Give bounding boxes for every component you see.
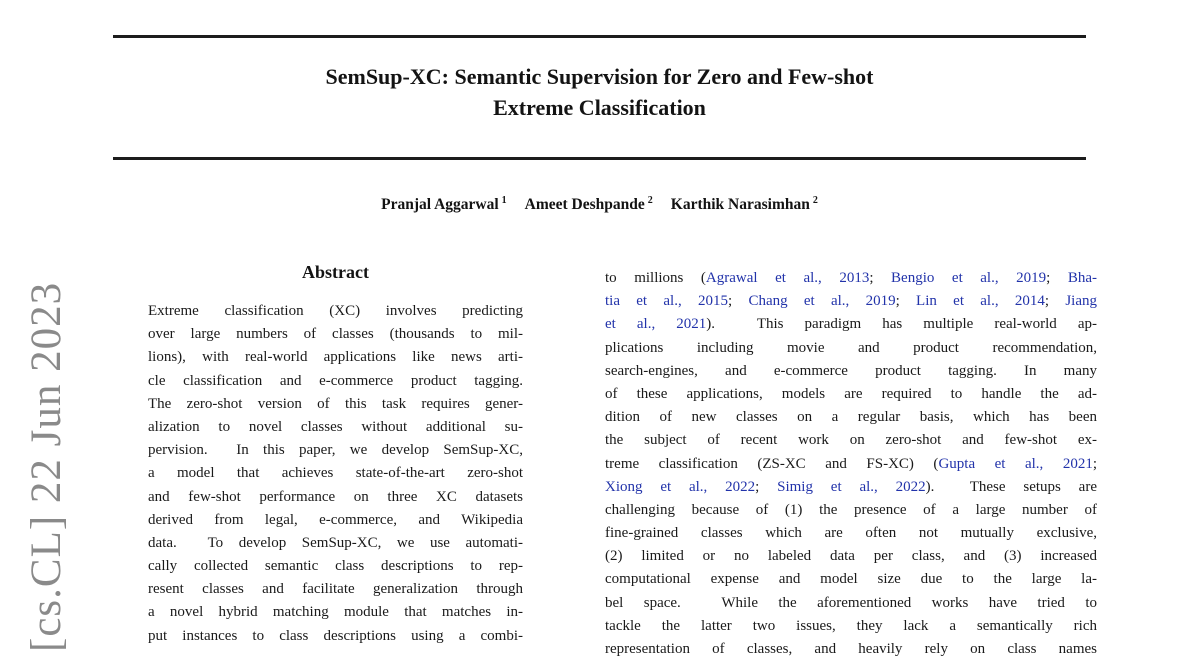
text-line [148, 370, 523, 393]
citation-link[interactable]: Gupta et al., 2021 [938, 455, 1093, 472]
text-line [605, 406, 1097, 429]
text-line [148, 439, 523, 462]
text-segment: over large numbers of classes (thousands to mil- [148, 326, 523, 343]
text-segment: ). These setups are [925, 478, 1097, 495]
text-segment: ; [1044, 293, 1066, 310]
text-segment: ; [727, 293, 749, 310]
text-segment: cle classification and e-commerce product tagging. [148, 372, 523, 389]
citation-link[interactable]: Agrawal et al., 2013 [705, 270, 870, 286]
text-segment: lions), with real-world applications like news arti- [148, 349, 523, 366]
text-segment: a model that achieves state-of-the-art zero-shot [148, 465, 523, 482]
text-segment: dition of new classes on a regular basis, which has been [605, 409, 1097, 426]
text-segment: a novel hybrid matching module that matches in- [148, 604, 523, 621]
author-affiliation-sup: 2 [812, 195, 818, 206]
text-segment: bel space. While the aforementioned works have tried to [605, 594, 1097, 611]
text-segment: search-engines, and e-commerce product tagging. In many [605, 362, 1097, 379]
text-line [605, 545, 1097, 568]
text-segment: pervision. In this paper, we develop SemSup-XC, [148, 442, 523, 459]
text-segment: ; [1046, 270, 1068, 286]
author-name: Pranjal Aggarwal $^1$ [381, 195, 507, 214]
author-name: Ameet Deshpande $^2$ [524, 195, 653, 214]
text-segment: of these applications, models are required to handle the ad- [605, 385, 1097, 402]
author-name: Karthik Narasimhan $^2$ [670, 195, 818, 214]
paper-title-line1: SemSup-XC: Semantic Supervision for Zero and Few-shot [325, 64, 874, 89]
paper-title-line2: Extreme Classification [493, 95, 706, 120]
text-line [605, 337, 1097, 360]
intro-text-column [605, 267, 1097, 661]
text-line [605, 290, 1097, 313]
text-segment: and few-shot performance on three XC datasets [148, 488, 523, 505]
text-line [605, 313, 1097, 336]
text-segment: ; [755, 478, 778, 495]
text-line [148, 578, 523, 601]
text-segment: ; [869, 270, 892, 286]
text-segment: computational expense and model size due to the large la- [605, 571, 1097, 588]
text-line [148, 462, 523, 485]
citation-link[interactable]: Jiang [1065, 293, 1097, 310]
citation-link[interactable]: Bha- [1067, 270, 1098, 286]
text-segment: Extreme classification (XC) involves predicting [148, 303, 523, 319]
citation-link[interactable]: tia et al., 2015 [605, 293, 728, 310]
text-segment: ; [1092, 455, 1098, 472]
text-segment: The zero-shot version of this task requires gener- [148, 395, 523, 412]
text-line [148, 625, 523, 648]
text-line [605, 453, 1097, 476]
text-segment: the subject of recent work on zero-shot and few-shot ex- [605, 432, 1097, 449]
author-affiliation-sup: 2 [647, 195, 653, 206]
text-segment: data. To develop SemSup-XC, we use automati- [148, 534, 523, 551]
text-line [148, 416, 523, 439]
citation-link[interactable]: Lin et al., 2014 [916, 293, 1045, 310]
text-segment: treme classification (ZS-XC and FS-XC) ( [605, 455, 939, 472]
text-segment: derived from legal, e-commerce, and Wikipedia [148, 511, 523, 528]
paper-title [113, 61, 1086, 123]
text-segment: alization to novel classes without additional su- [148, 418, 523, 435]
text-line [148, 555, 523, 578]
title-rule-top [113, 35, 1086, 38]
text-segment: put instances to class descriptions using a combi- [148, 627, 523, 644]
text-segment: ). This paradigm has multiple real-world ap- [706, 316, 1097, 333]
citation-link[interactable]: et al., 2021 [605, 316, 707, 333]
text-segment: to millions ( [605, 270, 706, 286]
arxiv-watermark: [cs.CL] 22 Jun 2023 [23, 281, 70, 652]
author-affiliation-sup: 1 [501, 195, 507, 206]
text-line [148, 346, 523, 369]
text-segment: plications including movie and product recommendation, [605, 339, 1097, 356]
text-segment: challenging because of (1) the presence of a large number of [605, 501, 1097, 518]
title-rule-bottom [113, 157, 1086, 160]
text-line [605, 383, 1097, 406]
text-line [148, 323, 523, 346]
text-segment: representation of classes, and heavily rely on class names [605, 641, 1097, 657]
citation-link[interactable]: Simig et al., 2022 [777, 478, 926, 495]
text-line [605, 429, 1097, 452]
text-line [148, 532, 523, 555]
text-line [605, 568, 1097, 591]
text-segment: resent classes and facilitate generalization through [148, 581, 523, 598]
abstract-text-column [148, 300, 523, 648]
text-line [605, 522, 1097, 545]
text-line [148, 300, 523, 323]
text-segment: fine-grained classes which are often not mutually exclusive, [605, 525, 1097, 542]
text-line [605, 267, 1097, 290]
text-line [605, 615, 1097, 638]
text-line [605, 638, 1097, 661]
text-line [148, 486, 523, 509]
text-line [148, 601, 523, 624]
citation-link[interactable]: Bengio et al., 2019 [891, 270, 1047, 286]
text-line [605, 360, 1097, 383]
abstract-heading: Abstract [302, 262, 369, 282]
text-line [148, 393, 523, 416]
citation-link[interactable]: Xiong et al., 2022 [605, 478, 756, 495]
text-segment: ; [895, 293, 917, 310]
citation-link[interactable]: Chang et al., 2019 [748, 293, 896, 310]
text-line [148, 509, 523, 532]
text-segment: tackle the latter two issues, they lack a semantically rich [605, 617, 1097, 634]
text-line [605, 592, 1097, 615]
text-segment: (2) limited or no labeled data per class, and (3) increased [605, 548, 1097, 565]
text-line [605, 476, 1097, 499]
author-line [113, 190, 1086, 216]
text-line [605, 499, 1097, 522]
text-segment: cally collected semantic class descriptions to rep- [148, 558, 523, 575]
